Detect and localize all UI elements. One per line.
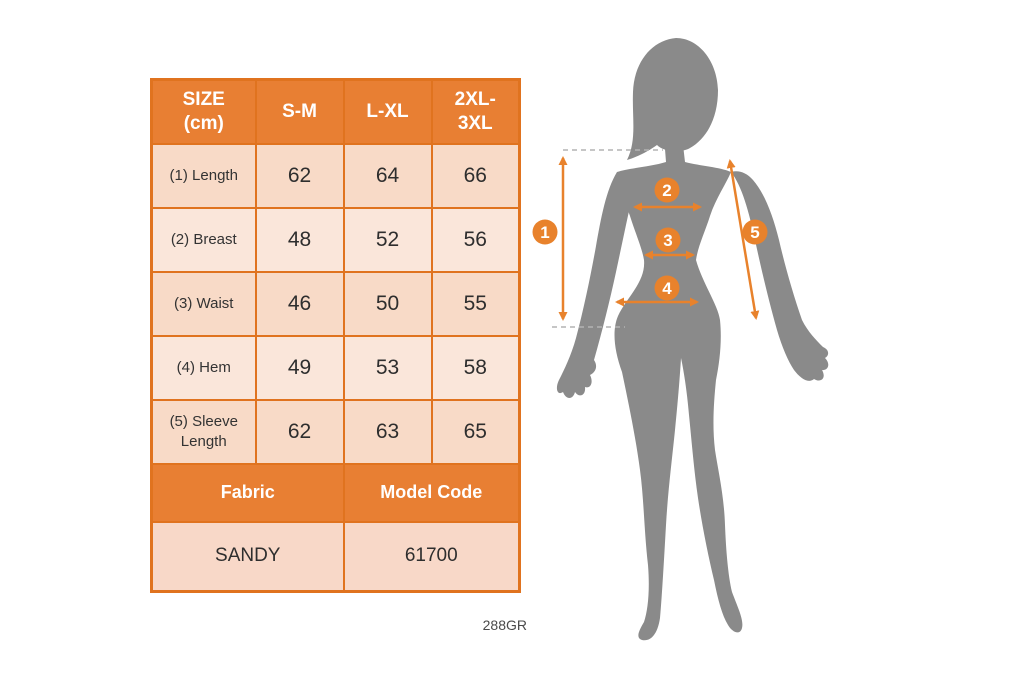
- column-header-size: [152, 80, 256, 144]
- row-label-waist: (3) Waist: [152, 272, 256, 336]
- breast-lxl-value: 52: [344, 208, 432, 272]
- table-row-hem: [152, 336, 520, 400]
- table-footer-data-row: [152, 522, 520, 592]
- waist-lxl-value: 50: [344, 272, 432, 336]
- sleeve-2xl3xl-value: 65: [432, 400, 520, 464]
- breast-2xl3xl-value: 56: [432, 208, 520, 272]
- hem-2xl3xl-value: 58: [432, 336, 520, 400]
- column-header-2xl3xl: [432, 80, 520, 144]
- length-2xl3xl-value: 66: [432, 144, 520, 208]
- marker-3-number: 3: [663, 231, 673, 250]
- body-silhouette-torso-legs: [615, 136, 743, 640]
- weight-note: 288GR: [482, 617, 527, 633]
- sleeve-lxl-value: 63: [344, 400, 432, 464]
- column-header-lxl: L-XL: [344, 80, 432, 144]
- row-label-length: (1) Length: [152, 144, 256, 208]
- length-sm-value: 62: [256, 144, 344, 208]
- body-silhouette-right-arm: [731, 171, 828, 381]
- hem-lxl-value: 53: [344, 336, 432, 400]
- fabric-value: SANDY: [152, 522, 344, 592]
- size-table: [150, 78, 521, 593]
- marker-2-number: 2: [662, 181, 672, 200]
- table-footer-header-row: [152, 464, 520, 522]
- sleeve-sm-value: 62: [256, 400, 344, 464]
- length-lxl-value: 64: [344, 144, 432, 208]
- row-label-sleeve-length: (5) Sleeve Length: [152, 400, 256, 464]
- table-row-breast: [152, 208, 520, 272]
- table-row-sleeve-length: [152, 400, 520, 464]
- model-code-header: Model Code: [344, 464, 520, 522]
- model-code-value: 61700: [344, 522, 520, 592]
- table-header-row: [152, 80, 520, 144]
- table-row-length: [152, 144, 520, 208]
- marker-1-number: 1: [540, 223, 550, 242]
- column-header-2xl3xl-label: 2XL-3XL: [454, 89, 496, 134]
- row-label-breast: (2) Breast: [152, 208, 256, 272]
- waist-sm-value: 46: [256, 272, 344, 336]
- marker-5-number: 5: [750, 223, 760, 242]
- breast-sm-value: 48: [256, 208, 344, 272]
- row-label-hem: (4) Hem: [152, 336, 256, 400]
- hem-sm-value: 49: [256, 336, 344, 400]
- measurement-diagram: [530, 20, 860, 670]
- table-row-waist: [152, 272, 520, 336]
- column-header-size-label: SIZE (cm): [182, 89, 225, 134]
- column-header-sm: S-M: [256, 80, 344, 144]
- fabric-header: Fabric: [152, 464, 344, 522]
- marker-4-number: 4: [662, 279, 672, 298]
- waist-2xl3xl-value: 55: [432, 272, 520, 336]
